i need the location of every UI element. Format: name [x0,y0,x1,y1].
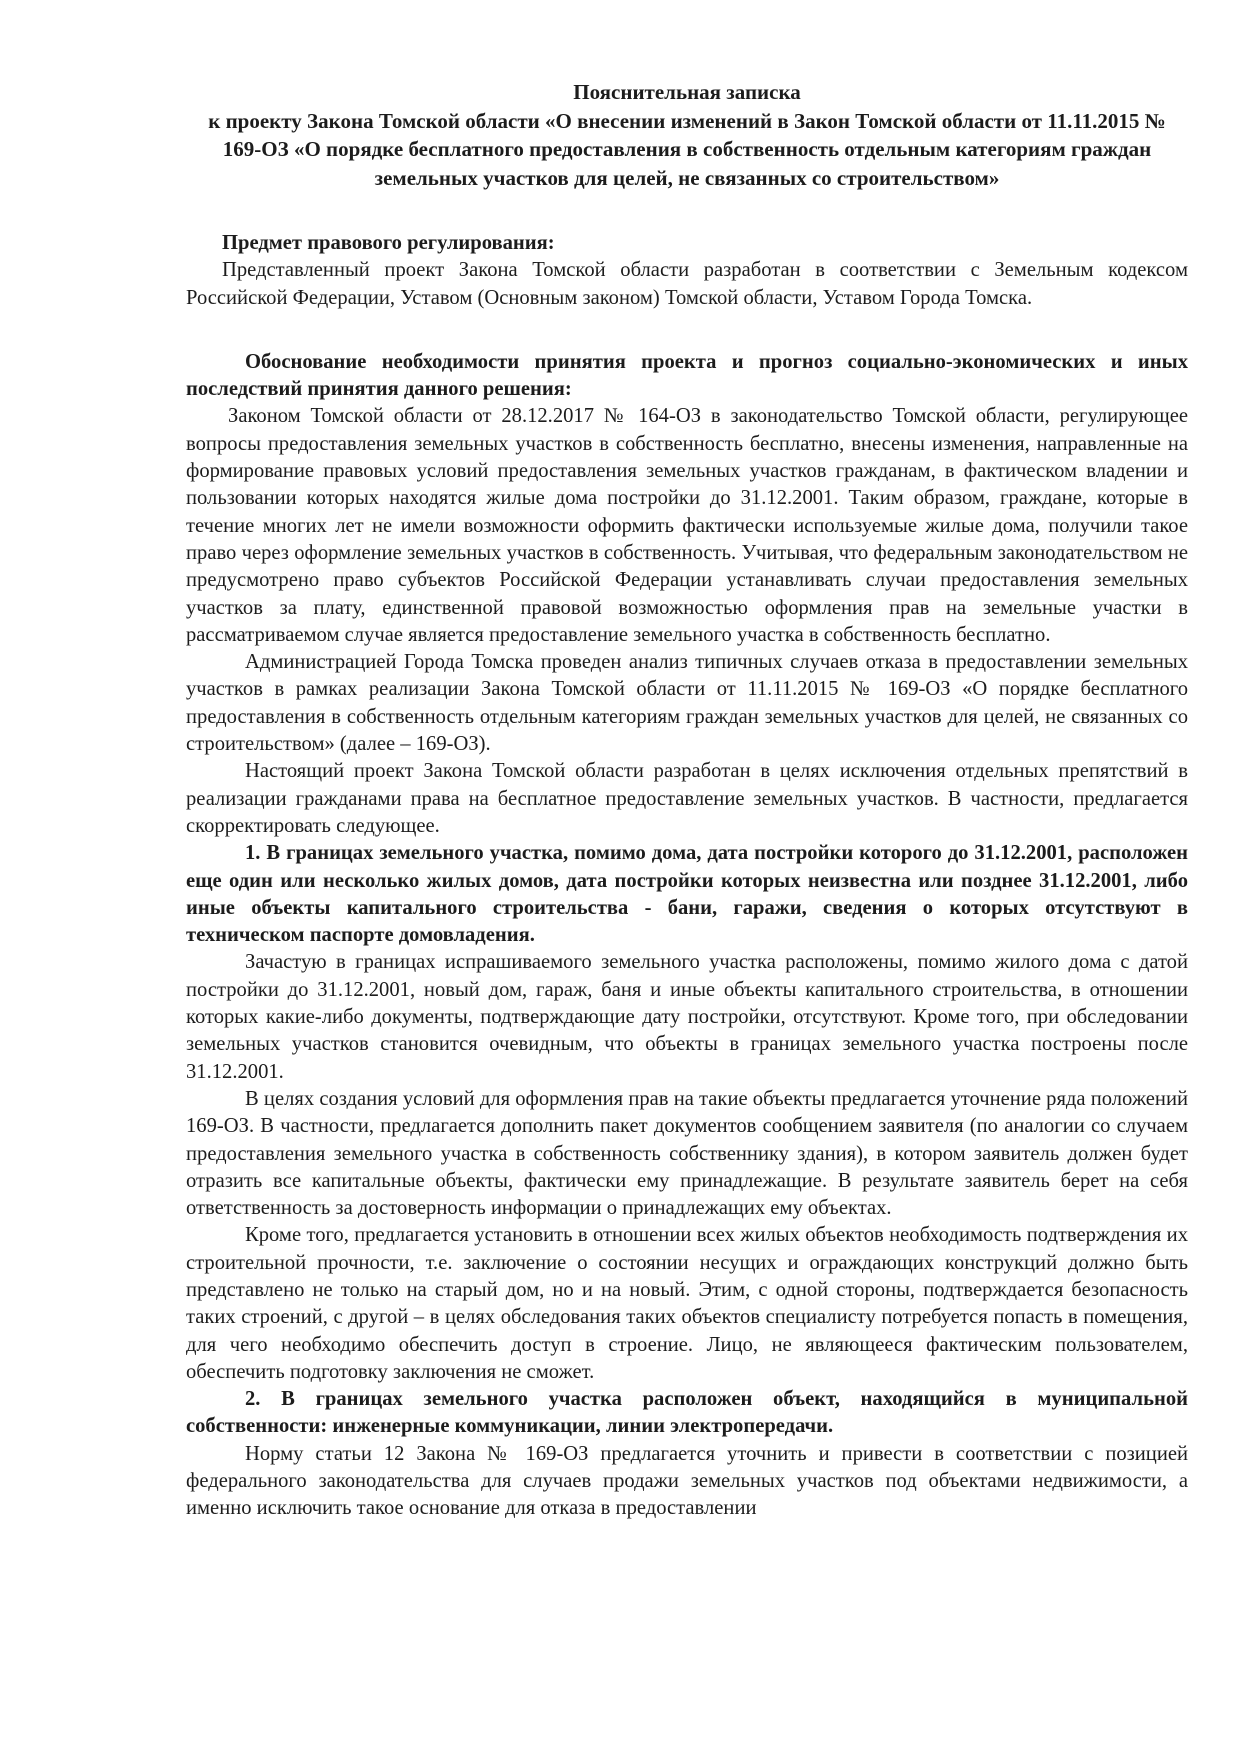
paragraph: В целях создания условий для оформления прав на такие объекты предлагается уточнение ряда положений 169-ОЗ. В частности, предлагается дополнить пакет документов сообщением заявителя (по аналогии со случаем предоставления земельного участка в собственность собственнику здания), в котором заявитель должен будет отразить все капитальные объекты, фактически ему принадлежащие. В результате заявитель берет на себя ответственность за достоверность информации о принадлежащих ему объектах. [186,1087,1188,1220]
document-subtitle: к проекту Закона Томской области «О внесении изменений в Закон Томской области от 11.11.2015 № 169-ОЗ «О порядке бесплатного предоставления в собственность отдельным категориям граждан земельных участков для целей, не связанных со строительством» [208,108,1166,190]
section-heading-rationale: Обоснование необходимости принятия проекта и прогноз социально-экономических и иных последствий принятия данного решения: [186,350,1188,401]
item-heading-2: 2. В границах земельного участка расположен объект, находящийся в муниципальной собственности: инженерные коммуникации, линии электропередачи. [186,1388,1188,1438]
section-heading-subject: Предмет правового регулирования: [222,232,555,254]
paragraph: Зачастую в границах испрашиваемого земельного участка расположены, помимо жилого дома с датой постройки до 31.12.2001, новый дом, гараж, баня и иные объекты капитального строительства, в отношении которых какие-либо документы, подтверждающие дату постройки, отсутствуют. Кроме того, при обследовании земельных участков становится очевидным, что объекты в границах земельного участка построены после 31.12.2001. [186,951,1188,1083]
document-title: Пояснительная записка [573,80,801,104]
item-heading-1: 1. В границах земельного участка, помимо дома, дата постройки которого до 31.12.2001, расположен еще один или несколько жилых домов, дата постройки которых неизвестна или позднее 31.12.2001, либо иные объекты капитального строительства - бани, гаражи, сведения о которых отсутствуют в техническом паспорте домовладения. [186,842,1188,947]
paragraph: Настоящий проект Закона Томской области разработан в целях исключения отдельных препятствий в реализации гражданами права на бесплатное предоставление земельных участков. В частности, предлагается скорректировать следующее. [186,760,1188,837]
paragraph: Норму статьи 12 Закона № 169-ОЗ предлагается уточнить и привести в соответствии с позицией федерального законодательства для случаев продажи земельных участков под объектами недвижимости, а именно исключить такое основание для отказа в предоставлении [186,1442,1188,1520]
paragraph: Администрацией Города Томска проведен анализ типичных случаев отказа в предоставлении земельных участков в рамках реализации Закона Томской области от 11.11.2015 № 169-ОЗ «О порядке бесплатного предоставления в собственность отдельным категориям граждан земельных участков для целей, не связанных со строительством» (далее – 169-ОЗ). [186,651,1188,756]
paragraph: Законом Томской области от 28.12.2017 № 164-ОЗ в законодательство Томской области, регулирующее вопросы предоставления земельных участков в собственность бесплатно, внесены изменения, направленные на формирование правовых условий предоставления земельных участков гражданам, в фактическом владении и пользовании которых находятся жилые дома постройки до 31.12.2001. Таким образом, граждане, которые в течение многих лет не имели возможности оформить фактически используемые жилые дома, получили такое право через оформление земельных участков в собственность. Учитывая, что федеральным законодательством не предусмотрено право субъектов Российской Федерации устанавливать случаи предоставления земельных участков за плату, единственной правовой возможностью оформления прав на земельные участки в рассматриваемом случае является предоставление земельного участка в собственность бесплатно. [186,405,1188,646]
document-page [186,78,1188,1523]
paragraph: Кроме того, предлагается установить в отношении всех жилых объектов необходимость подтверждения их строительной прочности, т.е. заключение о состоянии несущих и ограждающих конструкций должно быть представлено не только на старый дом, но и на новый. Этим, с одной стороны, подтверждается безопасность таких строений, с другой – в целях обследования таких объектов специалисту потребуется попасть в помещения, для чего необходимо обеспечить доступ в строение. Лицо, не являющееся фактическим пользователем, обеспечить подготовку заключения не сможет. [186,1224,1188,1383]
paragraph-subject: Представленный проект Закона Томской области разработан в соответствии с Земельным кодексом Российской Федерации, Уставом (Основным законом) Томской области, Уставом Города Томска. [186,259,1188,309]
